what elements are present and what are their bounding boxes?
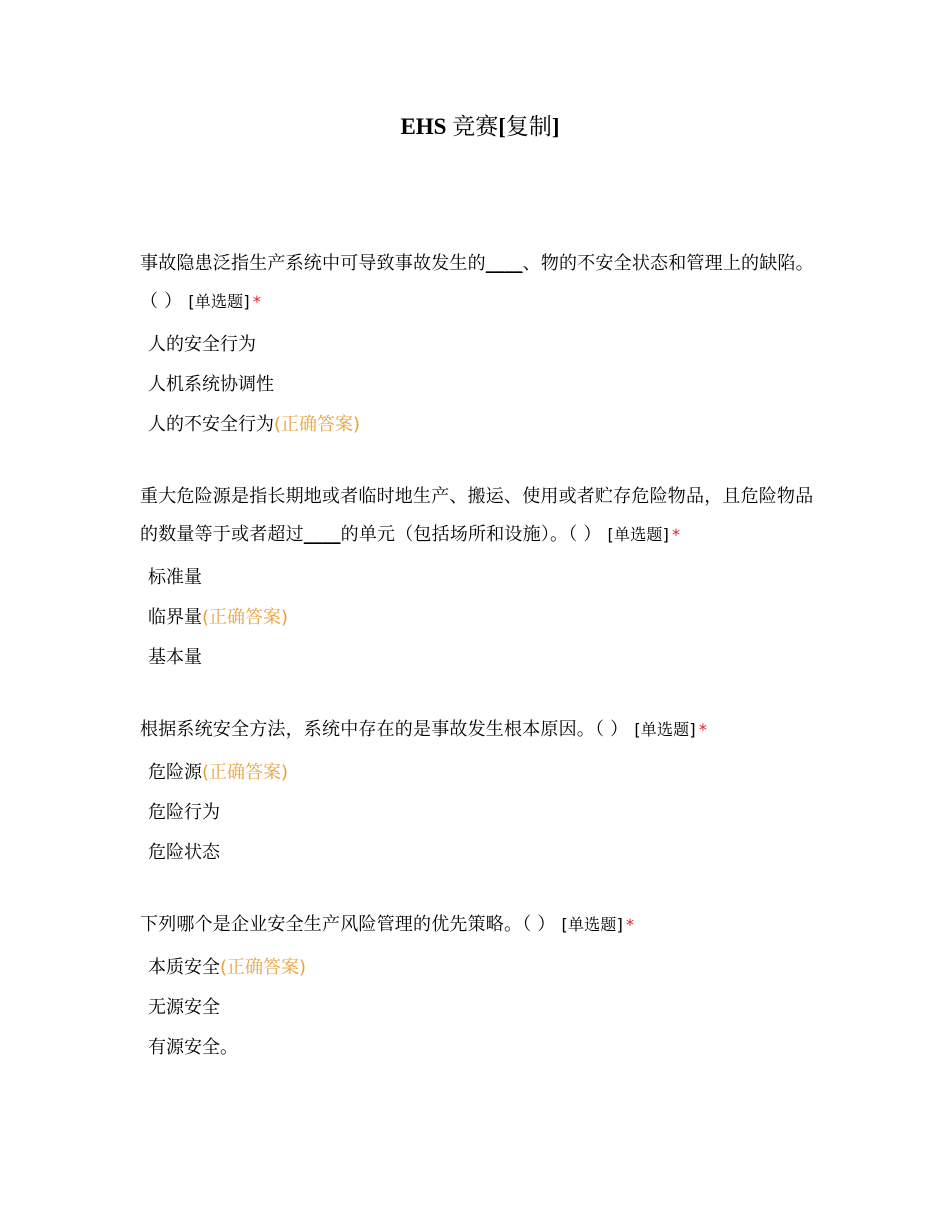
correct-answer-label: (正确答案) <box>202 607 289 628</box>
option[interactable] <box>140 988 820 1028</box>
option-correct[interactable] <box>140 753 820 793</box>
page-title <box>0 110 950 144</box>
question-2-type-tag: [单选题] <box>607 525 670 544</box>
option-correct[interactable] <box>140 405 820 445</box>
title-copy: 复制 <box>505 114 552 139</box>
option[interactable] <box>140 833 820 873</box>
option[interactable] <box>140 365 820 405</box>
correct-answer-label: (正确答案) <box>274 414 361 435</box>
required-mark: * <box>252 292 262 311</box>
question-4-body: 下列哪个是企业安全生产风险管理的优先策略。（ ） <box>140 914 556 935</box>
option[interactable] <box>140 325 820 365</box>
question-3-options <box>140 753 820 873</box>
option-label: 危险行为 <box>148 802 220 823</box>
option-label: 危险源 <box>148 762 202 783</box>
question-3-type-tag: [单选题] <box>634 720 696 739</box>
correct-answer-label: (正确答案) <box>202 762 289 783</box>
question-1-before: 事故隐患泛指生产系统中可导致事故发生的 <box>140 253 486 274</box>
option[interactable] <box>140 638 820 678</box>
title-cjk: 竞赛 <box>452 114 499 139</box>
option-label: 无源安全 <box>148 997 220 1018</box>
option[interactable] <box>140 1028 820 1068</box>
question-2-blank: ____ <box>303 524 341 545</box>
question-4-text <box>140 906 820 944</box>
question-3-body: 根据系统安全方法，系统中存在的是事故发生根本原因。（ ） <box>140 719 629 740</box>
option-label: 人的不安全行为 <box>148 414 274 435</box>
question-4-options <box>140 948 820 1068</box>
title-bracket-open: [ <box>498 114 506 139</box>
question-2-after: 的单元（包括场所和设施）。（ ） <box>340 524 602 545</box>
option[interactable] <box>140 558 820 598</box>
required-mark: * <box>698 720 708 739</box>
correct-answer-label: (正确答案) <box>220 957 307 978</box>
question-2 <box>140 478 820 678</box>
option-label: 标准量 <box>148 567 202 588</box>
question-1-after: 、物的不安全状态和管理上的缺陷。（ ） <box>140 253 814 312</box>
option-label: 危险状态 <box>148 842 220 863</box>
question-2-before: 重大危险源是指长期地或者临时地生产、搬运、使用或者贮存危险物品，且危险物品的数量等于或者超过 <box>140 486 814 545</box>
title-latin: EHS <box>400 114 453 139</box>
option-label: 本质安全 <box>148 957 220 978</box>
question-4-type-tag: [单选题] <box>561 915 624 934</box>
option-correct[interactable] <box>140 598 820 638</box>
option-label: 临界量 <box>148 607 202 628</box>
title-bracket-close: ] <box>551 114 560 139</box>
option-label: 基本量 <box>148 647 202 668</box>
option[interactable] <box>140 793 820 833</box>
required-mark: * <box>626 915 635 934</box>
question-1 <box>140 245 820 445</box>
question-4 <box>140 906 820 1068</box>
question-2-text <box>140 478 820 554</box>
question-1-blank: ____ <box>485 253 523 274</box>
question-1-type-tag: [单选题] <box>188 292 250 311</box>
option-label: 有源安全。 <box>148 1037 238 1058</box>
option-correct[interactable] <box>140 948 820 988</box>
question-3-text <box>140 711 820 749</box>
required-mark: * <box>672 525 681 544</box>
question-3 <box>140 711 820 873</box>
option-label: 人机系统协调性 <box>148 374 274 395</box>
option-label: 人的安全行为 <box>148 334 256 355</box>
question-2-options <box>140 558 820 678</box>
question-list <box>140 245 820 1101</box>
question-1-text <box>140 245 820 321</box>
question-1-options <box>140 325 820 445</box>
